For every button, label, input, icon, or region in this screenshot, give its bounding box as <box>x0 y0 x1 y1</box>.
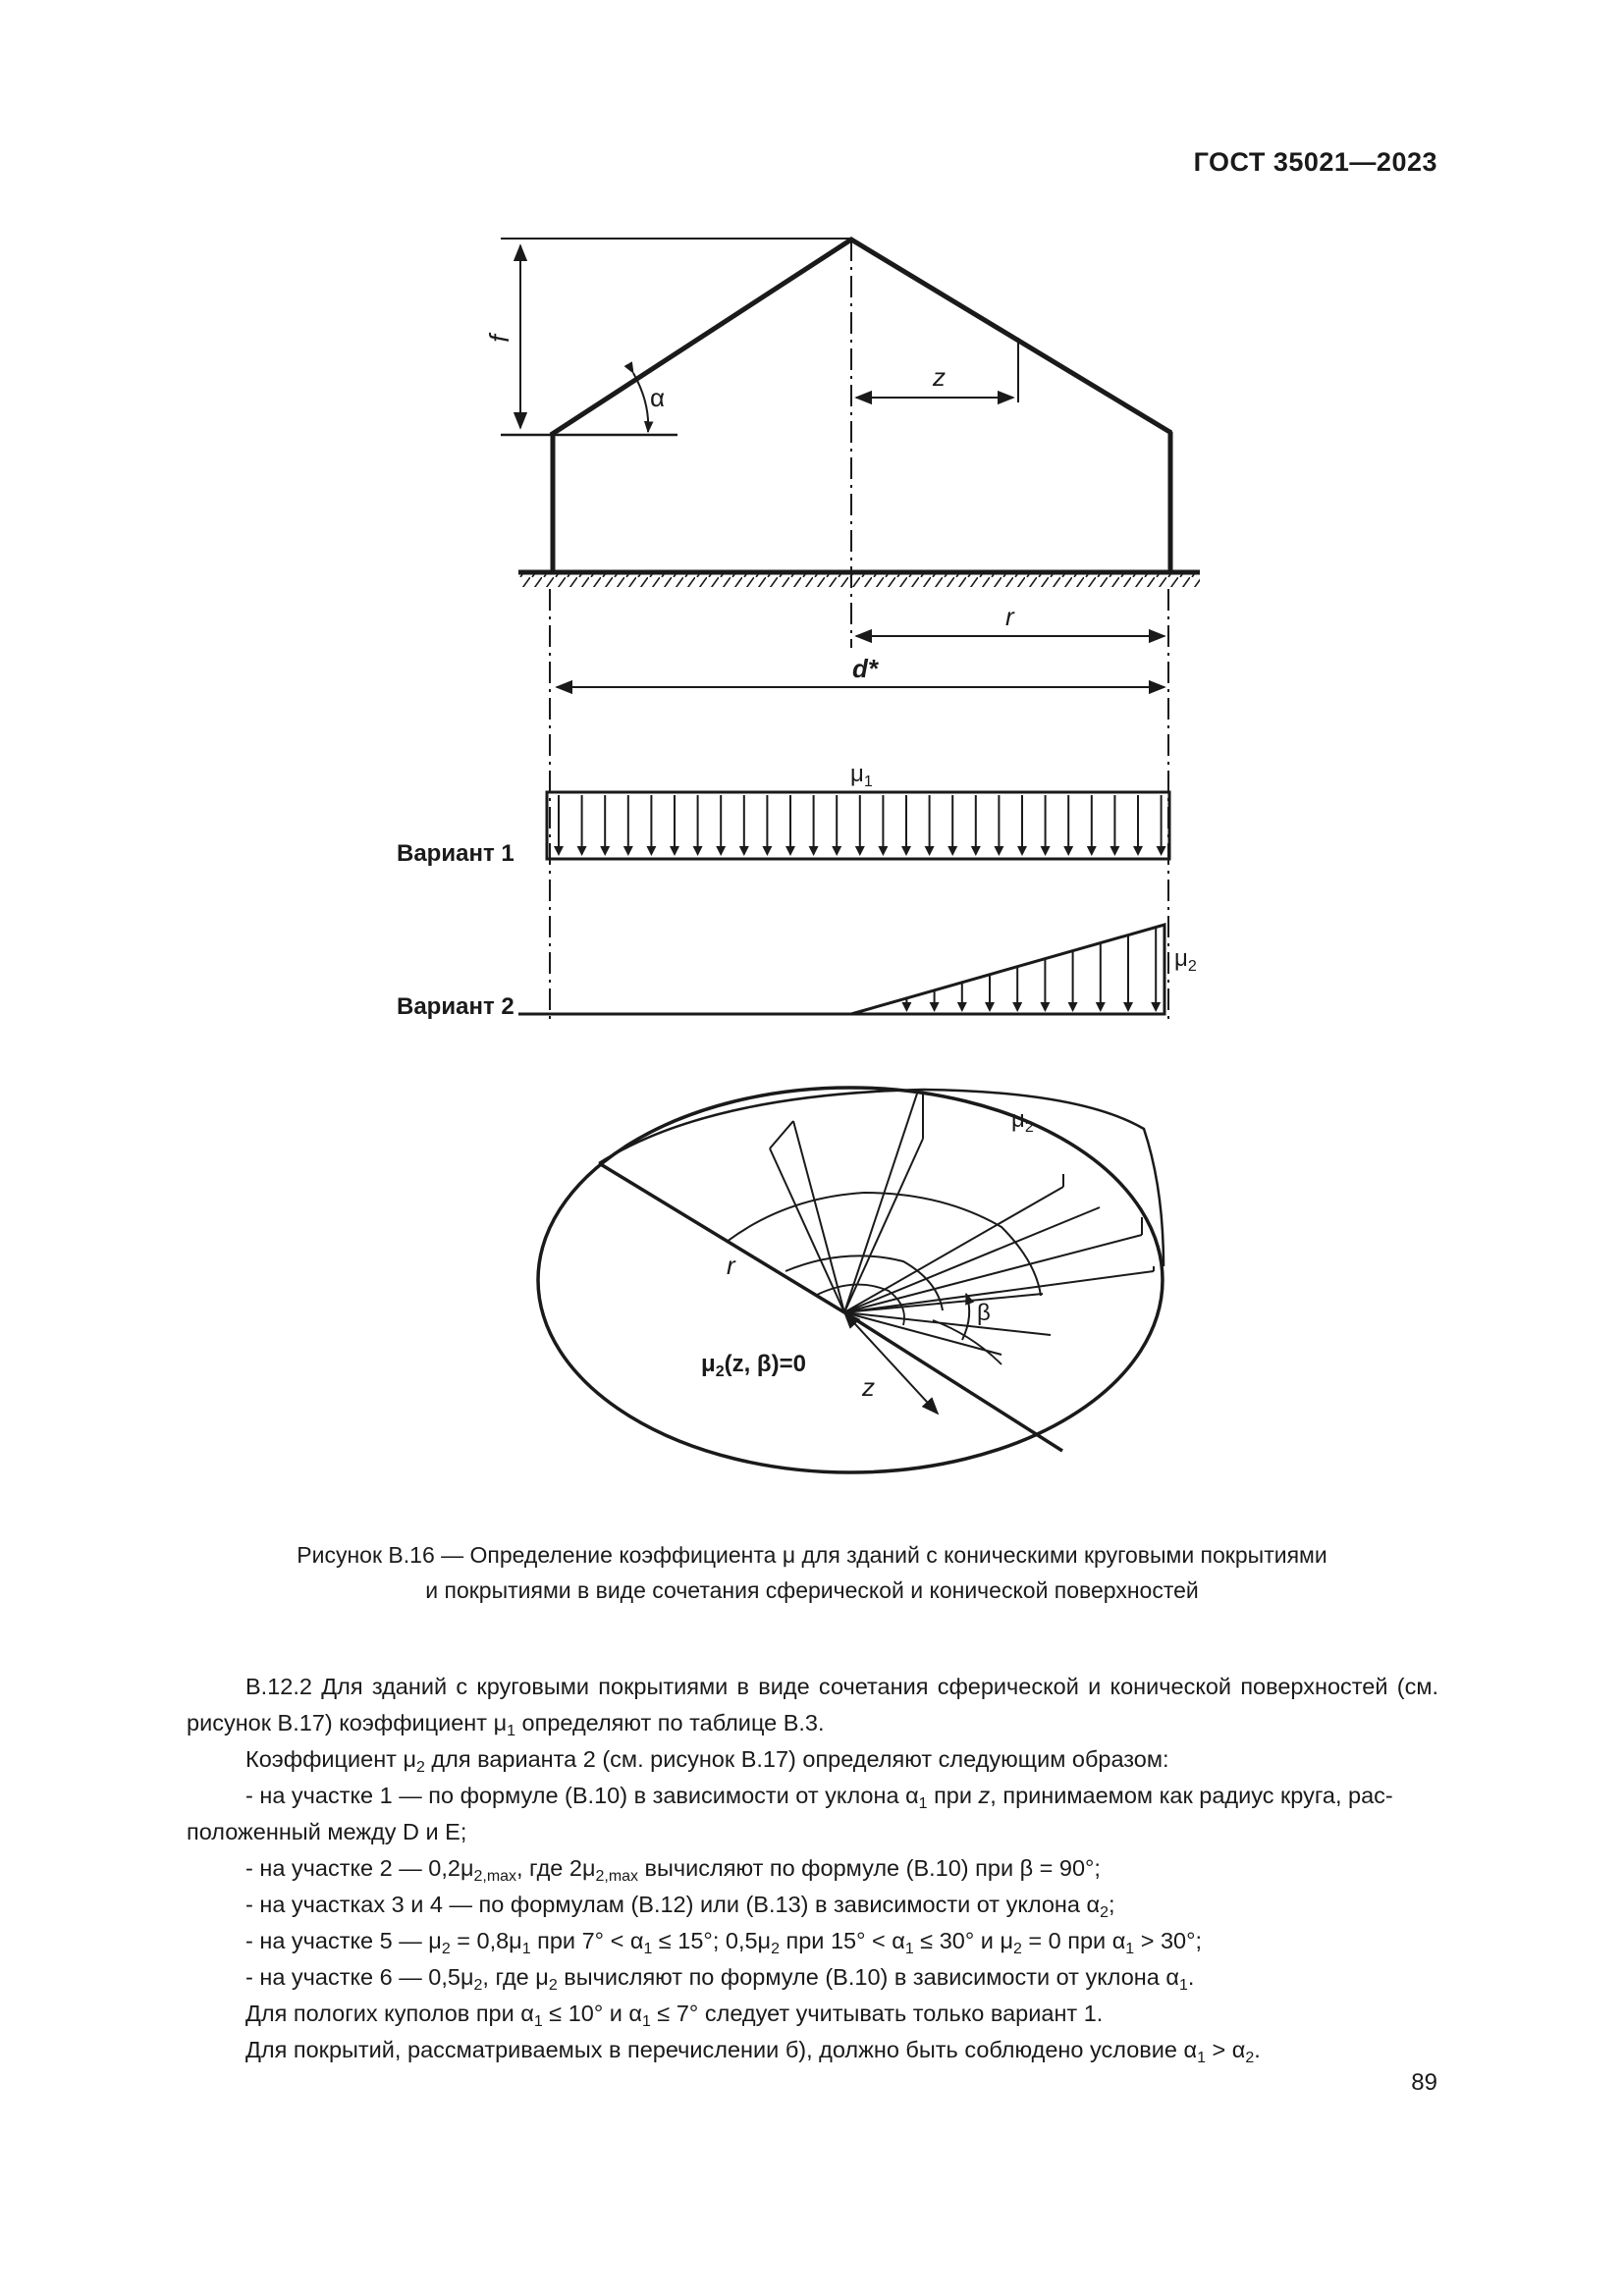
load-arrow-head <box>1133 846 1143 856</box>
load-arrow-head <box>1017 846 1027 856</box>
label-variant-1: Вариант 1 <box>397 840 514 867</box>
building-elevation <box>501 239 1200 1021</box>
label-f: f <box>484 335 514 343</box>
load-arrow-head <box>1151 1002 1161 1012</box>
load-arrow-head <box>1068 1002 1078 1012</box>
load-arrow-head <box>1012 1002 1022 1012</box>
load-arrow-head <box>1096 1002 1106 1012</box>
load-arrow-head <box>762 846 772 856</box>
load-arrow-head <box>716 846 726 856</box>
load-arrow-head <box>646 846 656 856</box>
load-diagram-variant-2 <box>518 925 1164 1014</box>
load-arrow-head <box>1123 1002 1133 1012</box>
plan-label-beta: β <box>977 1300 991 1326</box>
load-arrow-head <box>693 846 703 856</box>
load-arrow-head <box>1040 1002 1050 1012</box>
load-arrow-head <box>1110 846 1119 856</box>
load-arrow-head <box>1157 846 1166 856</box>
load-arrow-head <box>670 846 679 856</box>
load-arrow-head <box>600 846 610 856</box>
plan-label-r: r <box>727 1251 735 1280</box>
load-arrow-head <box>832 846 841 856</box>
variant-2-load-arrows <box>901 928 1161 1012</box>
label-mu1: $\mu_1$ <box>850 761 873 790</box>
plan-label-equation: $\mu_2(z$, β)=0 <box>701 1351 806 1380</box>
document-header: ГОСТ 35021—2023 <box>1193 147 1437 177</box>
variant-1-load-arrows <box>554 795 1166 856</box>
load-arrow-head <box>554 846 564 856</box>
list-item-section-3-4: - на участках 3 и 4 — по формулам (В.12) или (В.13) в зависимости от уклона $\alpha_2$; <box>245 1892 1115 1921</box>
load-arrow-head <box>1087 846 1097 856</box>
paragraph-b12-2: В.12.2 Для зданий с круговыми покрытиями в виде сочетания сферической и конической поверхностей (см. рисунок В.17) коэффициент $\mu_1$ определяют по таблице В.3. <box>187 1674 1438 1739</box>
paragraph-mu2-intro: Коэффициент $\mu_2$ для варианта 2 (см. рисунок В.17) определяют следующим образом: <box>245 1746 1169 1776</box>
load-arrow-head <box>785 846 795 856</box>
load-arrow-head <box>994 846 1003 856</box>
load-arrow-head <box>901 846 911 856</box>
label-r: r <box>1005 602 1014 631</box>
load-arrow-head <box>925 846 935 856</box>
plan-label-mu2: $\mu_2$ <box>1011 1106 1034 1136</box>
list-item-section-6: - на участке 6 — $0,5\mu_2$, где $\mu_2$ вычисляют по формуле (В.10) в зависимости от уклона $\alpha_1$. <box>245 1964 1195 1994</box>
label-z: z <box>933 362 946 392</box>
load-arrow-head <box>1041 846 1051 856</box>
paragraph-shallow-domes: Для пологих куполов при $\alpha_1 \le 10^\circ$ и $\alpha_1 \le 7^\circ$ следует учитывать только вариант 1. <box>245 2001 1104 2030</box>
label-alpha: α <box>650 383 666 412</box>
load-arrow-head <box>577 846 587 856</box>
body-text <box>187 1669 1438 2068</box>
dome-plan-view <box>538 1088 1164 1472</box>
load-arrow-head <box>809 846 819 856</box>
label-mu2: $\mu_2$ <box>1174 945 1197 975</box>
label-variant-2: Вариант 2 <box>397 993 514 1020</box>
list-item-section-1-cont: положенный между D и E; <box>187 1819 467 1844</box>
page-number: 89 <box>1411 2069 1437 2096</box>
figure-caption-line-2: и покрытиями в виде сочетания сферической и конической поверхностей <box>425 1577 1199 1603</box>
load-arrow-head <box>957 1002 967 1012</box>
load-arrow-head <box>930 1002 940 1012</box>
load-arrow-head <box>739 846 749 856</box>
load-arrow-head <box>901 1002 911 1012</box>
list-item-section-1: - на участке 1 — по формуле (В.10) в зависимости от уклона $\alpha_1$ при z, принимаемом как радиус круга, рас- <box>245 1783 1393 1812</box>
label-d: d* <box>852 654 878 683</box>
load-arrow-head <box>971 846 981 856</box>
list-item-section-5: - на участке 5 — $\mu_2 = 0,8\mu_1$ при $7^\circ < \alpha_1 \le 15^\circ$; $0,5\mu_2$ при $15^\circ < \alpha_1 \le 30^\circ$ и $\mu_2 = 0$ при $\alpha_1 > 30^\circ$; <box>245 1928 1203 1957</box>
load-arrow-head <box>1063 846 1073 856</box>
load-arrow-head <box>855 846 865 856</box>
plan-label-z: z <box>862 1372 875 1402</box>
load-arrow-head <box>947 846 957 856</box>
load-arrow-head <box>985 1002 995 1012</box>
paragraph-condition: Для покрытий, рассматриваемых в перечислении б), должно быть соблюдено условие $\alpha_1 > \alpha_2$. <box>245 2037 1261 2066</box>
load-arrow-head <box>878 846 888 856</box>
list-item-section-2: - на участке 2 — $0,2\mu_{2,max}$, где $2\mu_{2,max}$ вычисляют по формуле (В.10) при β = 90°; <box>245 1855 1101 1885</box>
load-arrow-head <box>623 846 633 856</box>
figure-caption-line-1: Рисунок В.16 — Определение коэффициента μ для зданий с коническими круговыми покрытиями <box>297 1542 1327 1568</box>
